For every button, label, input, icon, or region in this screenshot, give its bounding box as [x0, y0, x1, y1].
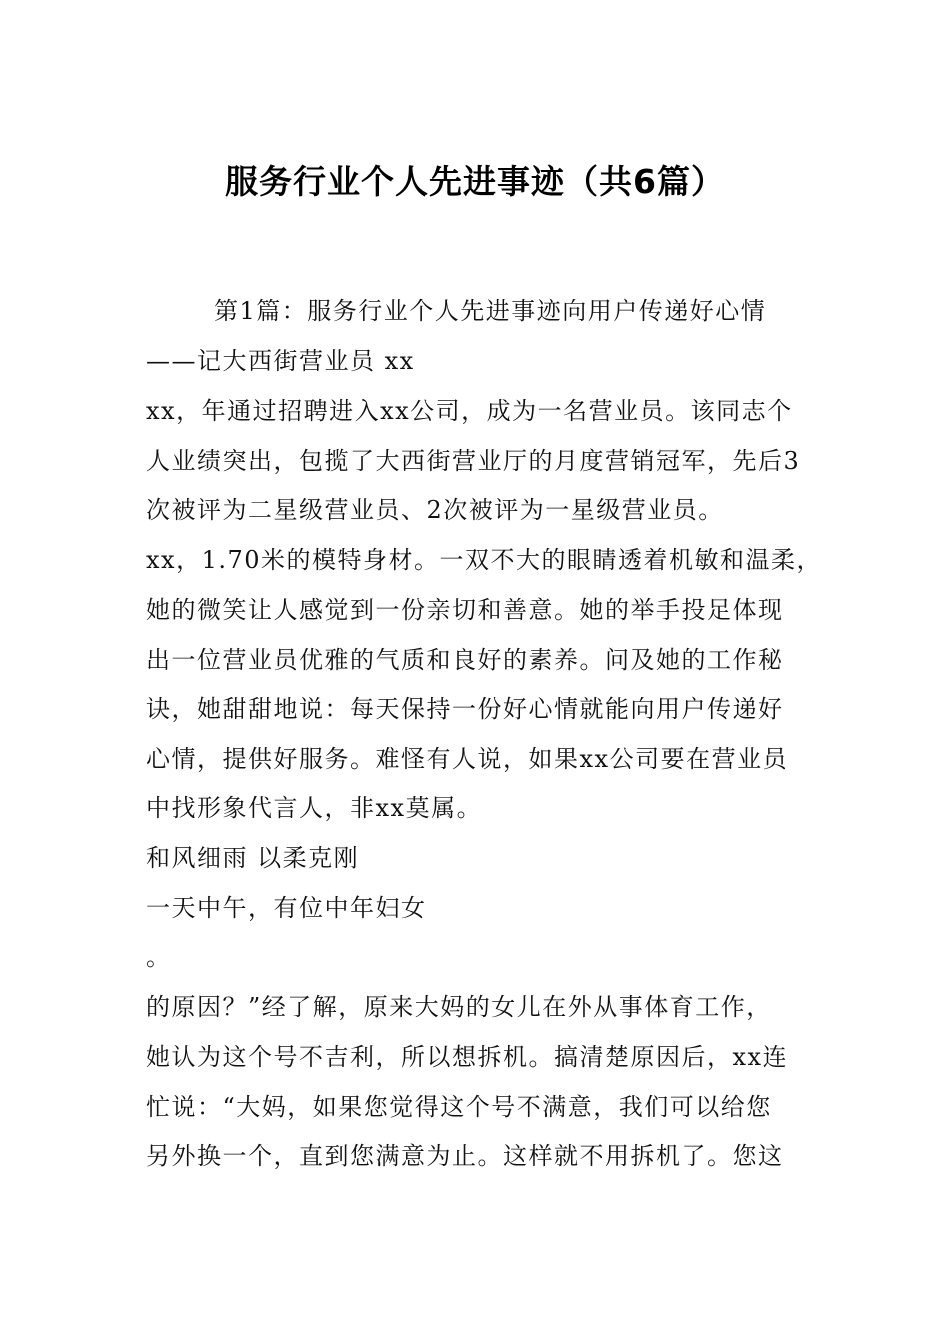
paragraph-line: 中找形象代言人，非xx莫属。	[146, 794, 483, 822]
paragraph-line: 她认为这个号不吉利，所以想拆机。搞清楚原因后，xx连	[146, 1043, 789, 1071]
chapter-subheading: ——记大西街营业员 xx	[146, 347, 415, 375]
paragraph-line: xx，1.70米的模特身材。一双不大的眼睛透着机敏和温柔，	[146, 546, 823, 574]
paragraph-line: 诀，她甜甜地说：每天保持一份好心情就能向用户传递好	[146, 695, 784, 723]
paragraph-line: 的原因？”经了解，原来大妈的女儿在外从事体育工作，	[146, 993, 772, 1021]
document-title: 服务行业个人先进事迹（共6篇）	[225, 162, 725, 201]
paragraph-line: 次被评为二星级营业员、2次被评为一星级营业员。	[146, 496, 724, 524]
paragraph-line: 忙说：“大妈，如果您觉得这个号不满意，我们可以给您	[146, 1093, 772, 1121]
paragraph-line: 心情，提供好服务。难怪有人说，如果xx公司要在营业员	[146, 745, 789, 773]
paragraph-line: 。	[146, 943, 172, 971]
chapter-heading: 第1篇：服务行业个人先进事迹向用户传递好心情	[214, 297, 767, 325]
paragraph-line: 一天中午，有位中年妇女	[146, 894, 427, 922]
paragraph-line: xx，年通过招聘进入xx公司，成为一名营业员。该同志个	[146, 397, 793, 425]
paragraph-line: 出一位营业员优雅的气质和良好的素养。问及她的工作秘	[146, 646, 784, 674]
paragraph-line: 她的微笑让人感觉到一份亲切和善意。她的举手投足体现	[146, 596, 784, 624]
paragraph-line: 人业绩突出，包揽了大西街营业厅的月度营销冠军，先后3	[146, 447, 801, 475]
section-heading: 和风细雨 以柔克刚	[146, 844, 360, 872]
paragraph-line: 另外换一个，直到您满意为止。这样就不用拆机了。您这	[146, 1142, 784, 1170]
